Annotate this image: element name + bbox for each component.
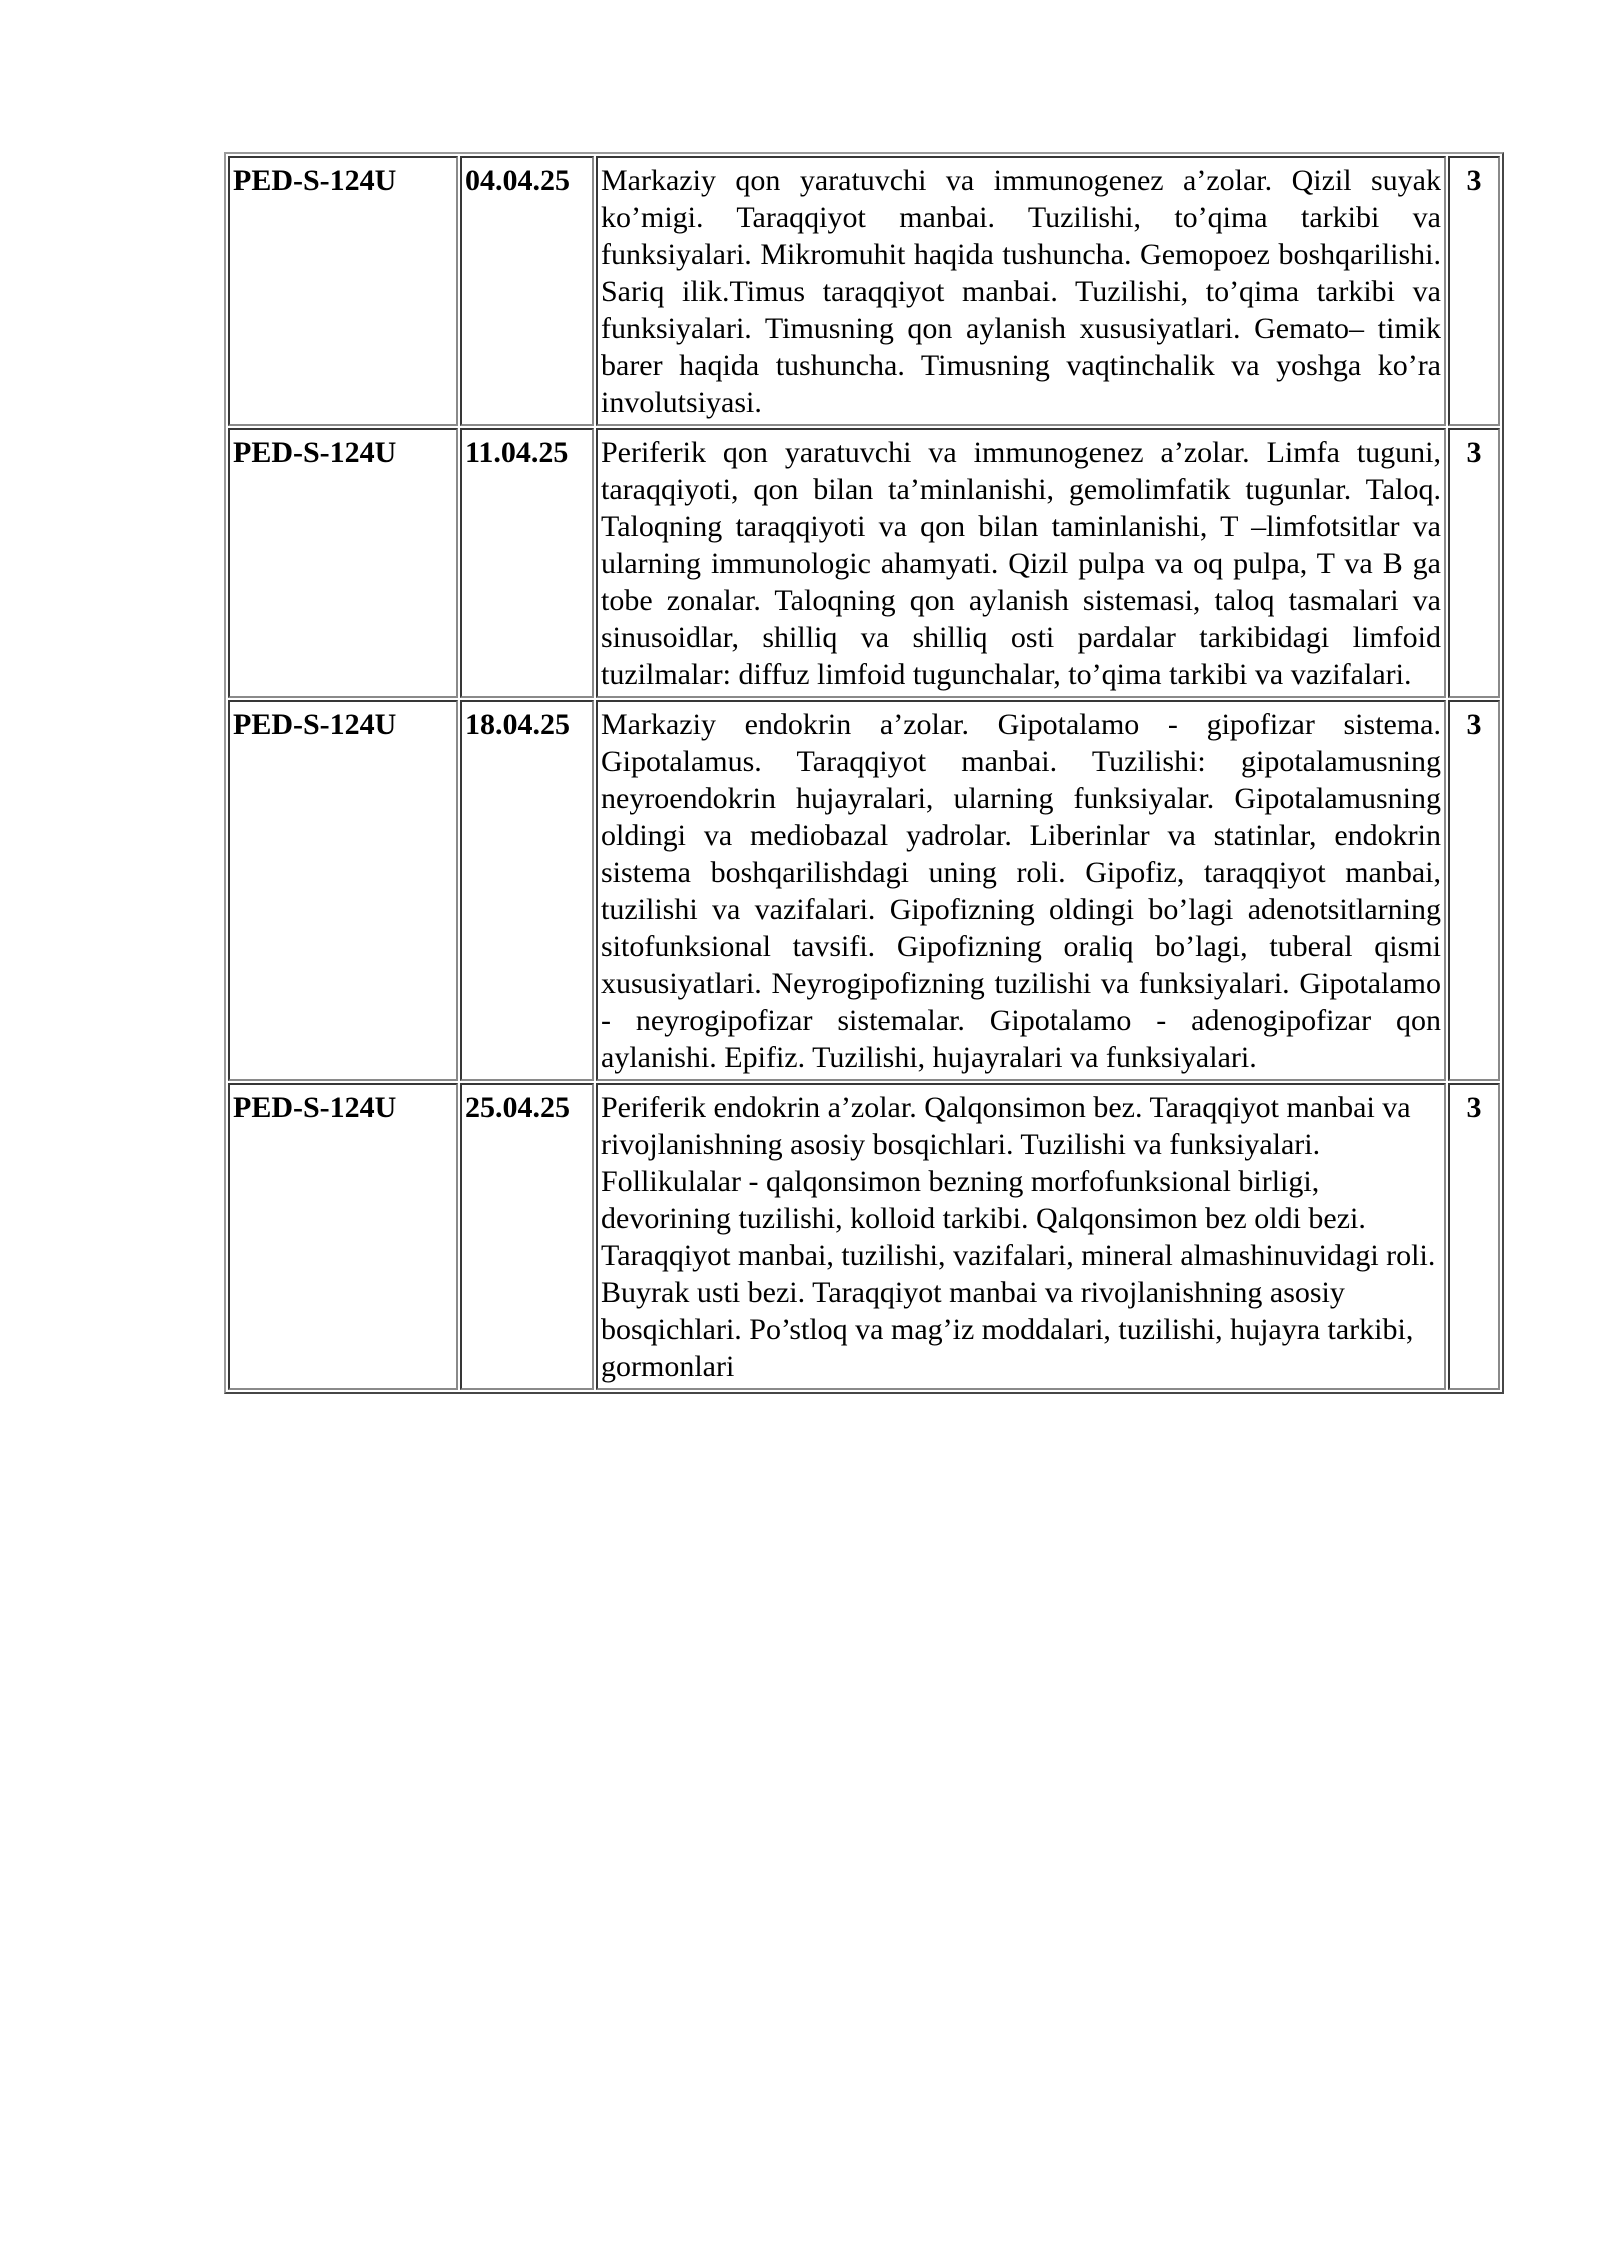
topic-cell: Periferik qon yaratuvchi va immunogenez a’zolar. Limfa tuguni, taraqqiyoti, qon bilan ta’minlanishi, gemolimfatik tugunlar. Taloq. Taloqning taraqqiyoti va qon bilan taminlanishi, T –limfotsitlar va ularning immunologic ahamyati. Qizil pulpa va oq pulpa, T va B ga tobe zonalar. Taloqning qon aylanish sistemasi, taloq tasmalari va sinusoidlar, shilliq va shilliq osti pardalar tarkibidagi limfoid tuzilmalar: diffuz limfoid tugunchalar, to’qima tarkibi va vazifalari.: [596, 428, 1446, 698]
date-cell: 25.04.25: [460, 1083, 594, 1390]
hours-cell: 3: [1448, 700, 1500, 1081]
hours-cell: 3: [1448, 1083, 1500, 1390]
group-cell: PED-S-124U: [228, 700, 458, 1081]
table-row: [228, 156, 1500, 426]
table-row: [228, 700, 1500, 1081]
table-row: [228, 428, 1500, 698]
group-cell: PED-S-124U: [228, 1083, 458, 1390]
hours-cell: 3: [1448, 428, 1500, 698]
schedule-table: [224, 152, 1504, 1394]
group-cell: PED-S-124U: [228, 428, 458, 698]
date-cell: 04.04.25: [460, 156, 594, 426]
date-cell: 11.04.25: [460, 428, 594, 698]
date-cell: 18.04.25: [460, 700, 594, 1081]
hours-cell: 3: [1448, 156, 1500, 426]
table-row: [228, 1083, 1500, 1390]
topic-cell: Markaziy qon yaratuvchi va immunogenez a’zolar. Qizil suyak ko’migi. Taraqqiyot manbai. Tuzilishi, to’qima tarkibi va funksiyalari. Mikromuhit haqida tushuncha. Gemopoez boshqarilishi. Sariq ilik.Timus taraqqiyot manbai. Tuzilishi, to’qima tarkibi va funksiyalari. Timusning qon aylanish xususiyatlari. Gemato– timik barer haqida tushuncha. Timusning vaqtinchalik va yoshga ko’ra involutsiyasi.: [596, 156, 1446, 426]
topic-cell: Markaziy endokrin a’zolar. Gipotalamo - gipofizar sistema. Gipotalamus. Taraqqiyot manbai. Tuzilishi: gipotalamusning neyroendokrin hujayralari, ularning funksiyalar. Gipotalamusning oldingi va mediobazal yadrolar. Liberinlar va statinlar, endokrin sistema boshqarilishdagi uning roli. Gipofiz, taraqqiyot manbai, tuzilishi va vazifalari. Gipofizning oldingi bo’lagi adenotsitlarning sitofunksional tavsifi. Gipofizning oraliq bo’lagi, tuberal qismi xususiyatlari. Neyrogipofizning tuzilishi va funksiyalari. Gipotalamo - neyrogipofizar sistemalar. Gipotalamo - adenogipofizar qon aylanishi. Epifiz. Tuzilishi, hujayralari va funksiyalari.: [596, 700, 1446, 1081]
group-cell: PED-S-124U: [228, 156, 458, 426]
topic-cell: Periferik endokrin a’zolar. Qalqonsimon bez. Taraqqiyot manbai va rivojlanishning asosiy bosqichlari. Tuzilishi va funksiyalari. Follikulalar - qalqonsimon bezning morfofunksional birligi, devorining tuzilishi, kolloid tarkibi. Qalqonsimon bez oldi bezi. Taraqqiyot manbai, tuzilishi, vazifalari, mineral almashinuvidagi roli. Buyrak usti bezi. Taraqqiyot manbai va rivojlanishning asosiy bosqichlari. Po’stloq va mag’iz moddalari, tuzilishi, hujayra tarkibi, gormonlari: [596, 1083, 1446, 1390]
